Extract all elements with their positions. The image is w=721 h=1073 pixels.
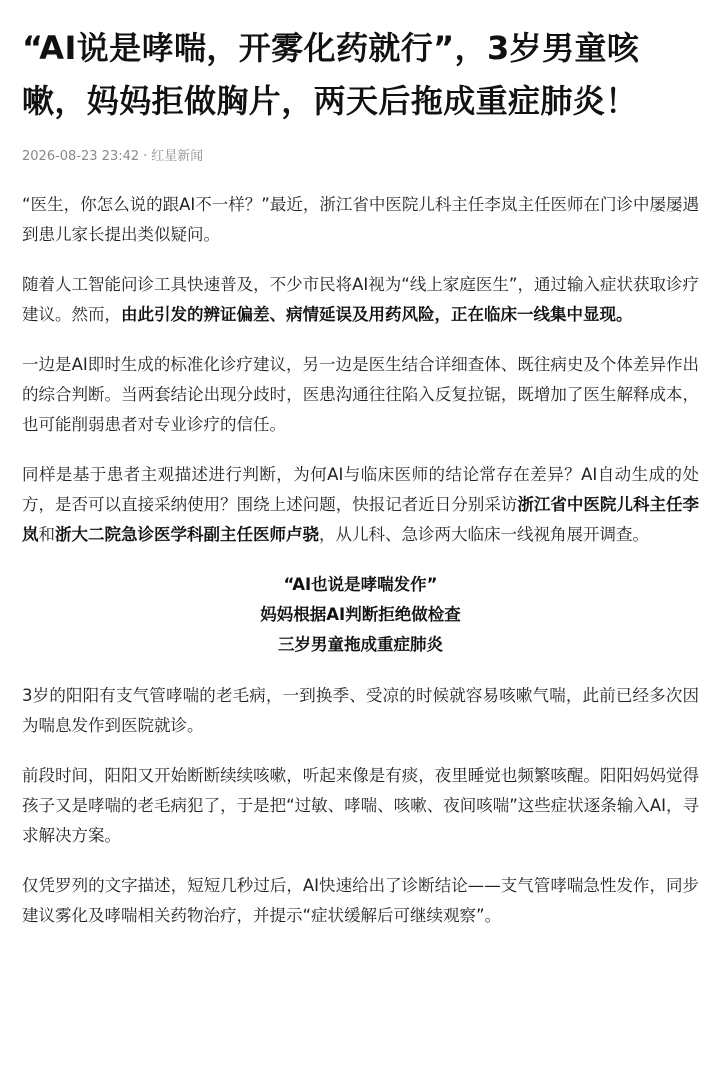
paragraph-emphasis-expert-1: 浙江省中医院儿科主任李岚 <box>22 495 700 544</box>
meta-separator: · <box>143 149 148 164</box>
publish-timestamp: 2026-08-23 23:42 <box>22 149 140 164</box>
paragraph-case-ai-diagnosis: 仅凭罗列的文字描述，短短几秒过后，AI快速给出了诊断结论——支气管哮喘急性发作，同步建议雾化及哮喘相关药物治疗，并提示“症状缓解后可继续观察”。 <box>22 876 699 925</box>
paragraph-background <box>22 270 699 330</box>
paragraph-intro <box>22 190 699 250</box>
paragraph-conflict <box>22 350 699 440</box>
paragraph-emphasis-expert-2: 浙大二院急诊医学科副主任医师卢骁 <box>55 525 319 544</box>
section-heading-line: 三岁男童拖成重症肺炎 <box>278 635 443 654</box>
section-heading <box>22 570 699 660</box>
paragraph-investigation <box>22 460 699 550</box>
paragraph-text: 一边是AI即时生成的标准化诊疗建议，另一边是医生结合详细查体、既往病史及个体差异作出的综合判断。当两套结论出现分歧时，医患沟通往往陷入反复拉锯，既增加了医生解释成本，也可能削弱患者对专业诊疗的信任。 <box>22 355 699 434</box>
paragraph-text: ，从儿科、急诊两大临床一线视角展开调查。 <box>319 525 649 544</box>
paragraph-text: 同样是基于患者主观描述进行判断，为何AI与临床医师的结论常存在差异？AI自动生成的处方，是否可以直接采纳使用？围绕上述问题，快报记者近日分别采访 <box>22 465 699 514</box>
paragraph-case-symptoms: 前段时间，阳阳又开始断断续续咳嗽，听起来像是有痰，夜里睡觉也频繁咳醒。阳阳妈妈觉得孩子又是哮喘的老毛病犯了，于是把“过敏、哮喘、咳嗽、夜间咳喘”这些症状逐条输入AI，寻求解决方案。 <box>22 766 699 845</box>
paragraph-text: “医生，你怎么说的跟AI不一样？”最近，浙江省中医院儿科主任李岚主任医师在门诊中屡屡遇到患儿家长提出类似疑问。 <box>22 195 699 244</box>
source-link[interactable]: 红星新闻 <box>151 149 204 164</box>
paragraph-text: 和 <box>38 525 55 544</box>
paragraph-text: 随着人工智能问诊工具快速普及，不少市民将AI视为“线上家庭医生”，通过输入症状获取诊疗建议。然而， <box>22 275 699 324</box>
article-title: “AI说是哮喘，开雾化药就行”，3岁男童咳嗽，妈妈拒做胸片，两天后拖成重症肺炎！ <box>22 29 640 120</box>
paragraph-case-history: 3岁的阳阳有支气管哮喘的老毛病，一到换季、受凉的时候就容易咳嗽气喘，此前已经多次因为喘息发作到医院就诊。 <box>22 686 699 735</box>
section-heading-line: “AI也说是哮喘发作” <box>283 575 438 594</box>
article-body <box>22 190 699 931</box>
paragraph-emphasis: 由此引发的辨证偏差、病情延误及用药风险，正在临床一线集中显现。 <box>121 305 633 324</box>
section-heading-line: 妈妈根据AI判断拒绝做检查 <box>260 605 461 624</box>
article-meta <box>22 148 699 166</box>
